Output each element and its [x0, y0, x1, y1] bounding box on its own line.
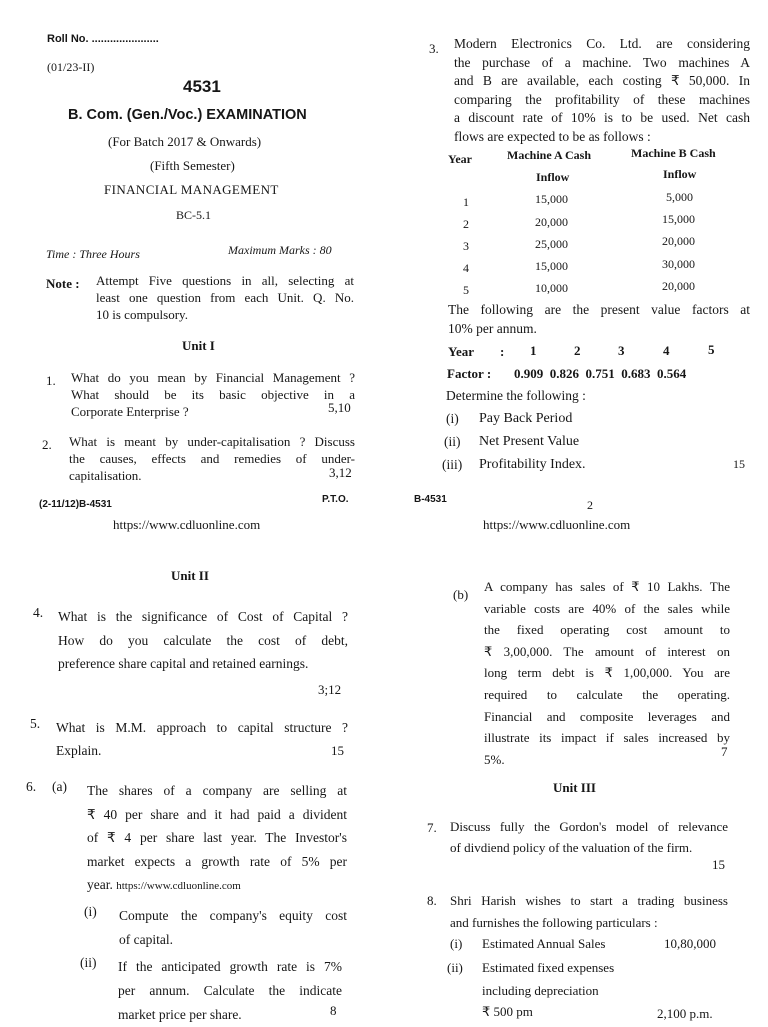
subject-title: FINANCIAL MANAGEMENT: [104, 182, 279, 197]
question-line: ₹ 3,00,000. The amount of interest on: [484, 643, 730, 659]
question-3: [454, 35, 750, 147]
year-value: 4: [663, 343, 670, 358]
marks: 15: [733, 457, 745, 471]
question-line: and B are available, each costing ₹ 50,000. In: [454, 73, 750, 89]
question-number: 1.: [46, 373, 56, 388]
table-cell-year: 3: [463, 239, 469, 253]
text-line: 10% per annum.: [448, 321, 537, 336]
source-url: https://www.cdluonline.com: [483, 517, 631, 532]
item-text: Pay Back Period: [479, 411, 573, 426]
question-line: Explain.: [56, 743, 102, 758]
table-cell-year: 4: [463, 261, 469, 275]
question-4: [58, 605, 348, 676]
question-line: Modern Electronics Co. Ltd. are considering: [454, 36, 750, 51]
question-5: [56, 716, 348, 762]
paper-code: BC-5.1: [176, 208, 212, 222]
question-line: long term debt is ₹ 1,00,000. You are: [484, 665, 730, 681]
note-line: least one question from each Unit. Q. No.: [96, 290, 354, 305]
question-number: 4.: [33, 605, 44, 620]
marks: 15: [712, 857, 725, 872]
question-6b: [484, 576, 730, 770]
page-footer-code: (2-11/12)B-4531: [39, 499, 112, 510]
note-text: [96, 272, 354, 323]
question-line: variable costs are 40% of the sales while: [484, 600, 730, 616]
marks: 5,10: [328, 400, 351, 415]
item-value: 2,100 p.m.: [657, 1006, 713, 1021]
sub-question-ii: [118, 955, 342, 1027]
item-text: Profitability Index.: [479, 457, 586, 472]
paper-number: 4531: [183, 77, 221, 96]
question-number: 7.: [427, 820, 437, 835]
table-cell-machine-b: 5,000: [666, 190, 693, 204]
table-subheader-inflow: Inflow: [663, 167, 697, 181]
question-line: required to calculate the operating.: [484, 686, 730, 702]
table-cell-machine-a: 20,000: [535, 215, 568, 229]
year-value: 1: [530, 343, 537, 358]
table-cell-year: 2: [463, 217, 469, 231]
question-number: 5.: [30, 716, 41, 731]
text-line: The following are the present value factors at: [448, 302, 750, 317]
question-1: [71, 369, 355, 420]
source-url: https://www.cdluonline.com: [113, 517, 261, 532]
question-line: and furnishes the following particulars :: [450, 915, 658, 930]
question-7: [450, 816, 728, 858]
question-line: illustrate its impact if sales increased by: [484, 730, 730, 746]
page-footer-code: B-4531: [414, 494, 447, 505]
question-line: A company has sales of ₹ 10 Lakhs. The: [484, 579, 730, 594]
question-line: of divdiend policy of the valuation of the firm.: [450, 840, 693, 855]
unit-heading: Unit II: [171, 568, 209, 583]
note-line: 10 is compulsory.: [96, 307, 188, 322]
item-text: Estimated Annual Sales: [482, 936, 606, 951]
factor-values: 0.909 0.826 0.751 0.683 0.564: [514, 366, 687, 381]
question-line: a discount rate of 10% is to be used. Net cash: [454, 110, 750, 126]
question-part: (a): [52, 779, 67, 794]
item-number: (ii): [444, 434, 461, 449]
sub-question-i: [119, 904, 347, 952]
table-header-year: Year: [448, 152, 472, 166]
question-line: per annum. Calculate the indicate: [118, 983, 342, 998]
question-line: How do you calculate the cost of debt,: [58, 632, 348, 648]
item-number: (ii): [447, 960, 463, 975]
maximum-marks: Maximum Marks : 80: [228, 243, 332, 257]
item-value: 10,80,000: [664, 936, 716, 951]
question-line: Discuss fully the Gordon's model of relevance: [450, 819, 728, 834]
table-cell-machine-b: 20,000: [662, 234, 695, 248]
question-line: comparing the profitability of these machines: [454, 91, 750, 107]
pto-label: P.T.O.: [322, 494, 349, 505]
table-cell-machine-b: 20,000: [662, 279, 695, 293]
question-line: preference share capital and retained earnings.: [58, 656, 309, 671]
inline-url: https://www.cdluonline.com: [116, 880, 241, 892]
marks: 7: [721, 744, 728, 759]
question-line: capitalisation.: [69, 468, 142, 483]
year-value: 2: [574, 343, 581, 358]
page-number: 2: [587, 498, 593, 512]
marks: 3,12: [329, 465, 352, 480]
marks: 3;12: [318, 682, 342, 697]
question-line: What is meant by under-capitalisation ? Discuss: [69, 434, 355, 449]
marks: 15: [331, 743, 344, 758]
question-number: 3.: [429, 41, 439, 56]
question-part: (b): [453, 587, 469, 602]
question-line: market price per share.: [118, 1007, 242, 1022]
table-cell-machine-b: 15,000: [662, 212, 695, 226]
question-line: of capital.: [119, 932, 173, 947]
determine-text: Determine the following :: [446, 388, 586, 403]
question-line: The shares of a company are selling at: [87, 783, 347, 798]
batch-info: (For Batch 2017 & Onwards): [108, 134, 262, 149]
table-cell-machine-a: 15,000: [535, 259, 568, 273]
item-number: (i): [446, 411, 459, 426]
year-value: 3: [618, 343, 625, 358]
question-text: year.: [87, 877, 113, 892]
question-8: [450, 890, 728, 934]
question-line: What should be its basic objective in a: [71, 387, 355, 402]
question-line: What is M.M. approach to capital structure ?: [56, 720, 348, 735]
question-line: flows are expected to be as follows :: [454, 128, 651, 144]
item-text: Net Present Value: [479, 434, 580, 449]
table-header-machine-a: Machine A Cash: [507, 148, 592, 162]
question-line: of ₹ 4 per share last year. The Investor's: [87, 830, 347, 845]
table-cell-machine-a: 25,000: [535, 237, 568, 251]
item-number: (iii): [442, 457, 463, 472]
year-label: Year: [448, 344, 474, 359]
question-line: 5%.: [484, 751, 505, 767]
table-cell-machine-a: 15,000: [535, 192, 568, 206]
unit-heading: Unit I: [182, 338, 215, 353]
item-text: including depreciation: [482, 983, 599, 998]
item-number: (ii): [80, 955, 97, 970]
semester-info: (Fifth Semester): [150, 158, 235, 173]
table-cell-machine-a: 10,000: [535, 281, 568, 295]
question-6a: [87, 779, 347, 899]
year-value: 5: [708, 342, 715, 357]
table-subheader-inflow: Inflow: [536, 170, 570, 184]
exam-code: (01/23-II): [47, 60, 95, 74]
unit-heading: Unit III: [553, 780, 596, 795]
question-line: Corporate Enterprise ?: [71, 404, 189, 419]
question-line: [87, 873, 347, 899]
time-allowed: Time : Three Hours: [46, 247, 140, 261]
roll-no: Roll No. ......................: [47, 33, 159, 45]
question-line: market expects a growth rate of 5% per: [87, 853, 347, 869]
table-header-machine-b: Machine B Cash: [631, 146, 716, 160]
question-number: 6.: [26, 779, 37, 794]
table-cell-machine-b: 30,000: [662, 257, 695, 271]
item-text: Estimated fixed expenses: [482, 960, 615, 975]
table-cell-year: 5: [463, 283, 469, 297]
question-line: What do you mean by Financial Management ?: [71, 370, 355, 385]
item-number: (i): [450, 936, 463, 951]
question-line: the fixed operating cost amount to: [484, 622, 730, 638]
table-cell-year: 1: [463, 195, 469, 209]
question-line: What is the significance of Cost of Capital ?: [58, 609, 348, 624]
note-line: Attempt Five questions in all, selecting at: [96, 273, 354, 288]
pv-factor-intro: [448, 300, 750, 338]
question-line: Shri Harish wishes to start a trading business: [450, 893, 728, 908]
question-line: the purchase of a machine. Two machines A: [454, 54, 750, 70]
factor-label: Factor :: [447, 366, 492, 381]
exam-title: B. Com. (Gen./Voc.) EXAMINATION: [68, 107, 307, 123]
question-number: 8.: [427, 893, 437, 908]
question-number: 2.: [42, 437, 52, 452]
question-2: [69, 433, 355, 484]
marks: 8: [330, 1003, 337, 1018]
question-line: If the anticipated growth rate is 7%: [118, 959, 342, 974]
question-line: the causes, effects and remedies of under-: [69, 451, 355, 466]
question-line: Compute the company's equity cost: [119, 908, 347, 923]
question-line: Financial and composite leverages and: [484, 708, 730, 724]
item-text: ₹ 500 pm: [482, 1004, 533, 1019]
year-colon: :: [500, 344, 505, 359]
question-line: ₹ 40 per share and it had paid a divident: [87, 806, 347, 822]
item-number: (i): [84, 904, 97, 919]
note-label: Note :: [46, 276, 80, 291]
